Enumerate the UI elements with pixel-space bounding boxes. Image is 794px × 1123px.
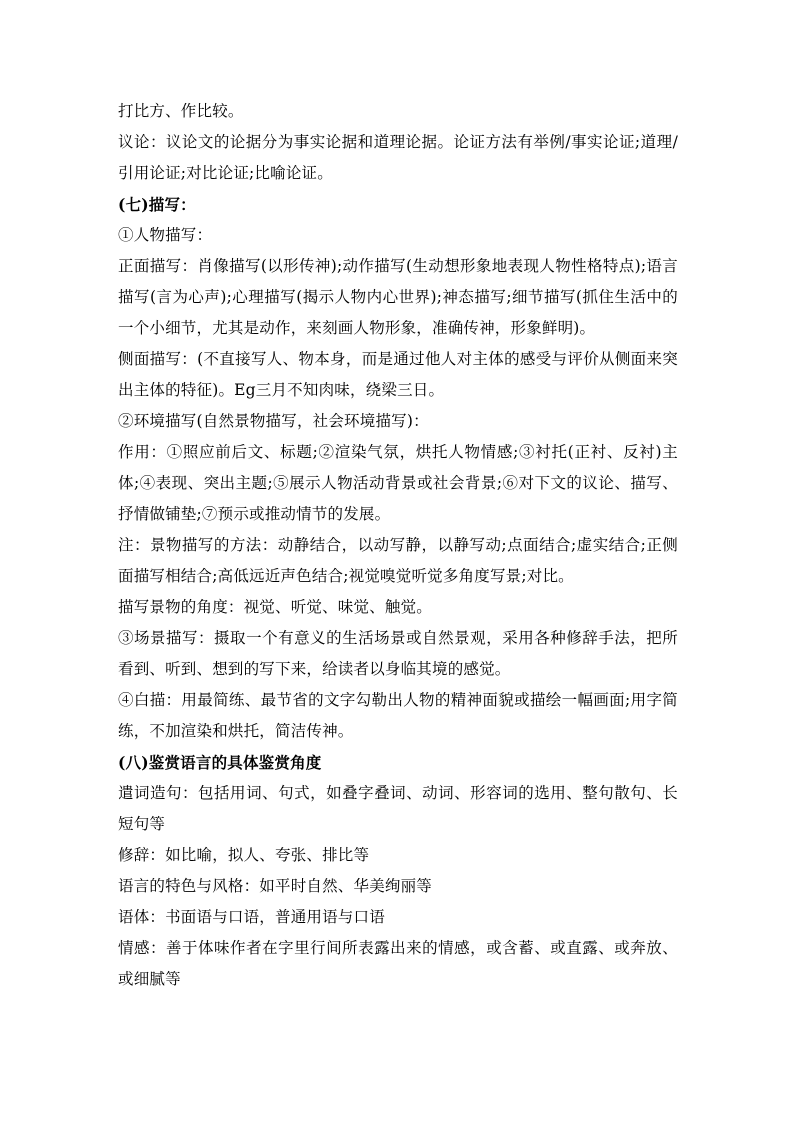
paragraph-rhetoric: 修辞：如比喻，拟人、夸张、排比等 <box>118 846 370 864</box>
paragraph-indirect-description: 侧面描写：(不直接写人、物本身，而是通过他人对主体的感受与评价从侧面来突出主体的特征)。Eg三月不知肉味，绕梁三日。 <box>118 350 678 399</box>
paragraph-register: 语体：书面语与口语，普通用语与口语 <box>118 908 385 926</box>
paragraph-language-style: 语言的特色与风格：如平时自然、华美绚丽等 <box>118 877 433 895</box>
paragraph-environment-functions: 作用：①照应前后文、标题;②渲染气氛，烘托人物情感;③衬托(正衬、反衬)主体;④表现、突出主题;⑤展示人物活动背景或社会背景;⑥对下文的议论、描写、抒情做铺垫;⑦预示或推动情节的发展。 <box>118 443 678 523</box>
paragraph-word-choice: 遣词造句：包括用词、句式，如叠字叠词、动词、形容词的选用、整句散句、长短句等 <box>118 784 678 833</box>
section-heading-language-appreciation: (八)鉴赏语言的具体鉴赏角度 <box>118 753 322 772</box>
paragraph-plain-sketch: ④白描：用最简练、最节省的文字勾勒出人物的精神面貌或描绘一幅画面;用字简练，不加渲染和烘托，简洁传神。 <box>118 691 678 740</box>
document-page <box>118 96 678 995</box>
paragraph-argument: 议论：议论文的论据分为事实论据和道理论据。论证方法有举例/事实论证;道理/引用论证;对比论证;比喻论证。 <box>118 133 678 182</box>
paragraph-emotion: 情感：善于体味作者在字里行间所表露出来的情感，或含蓄、或直露、或奔放、或细腻等 <box>118 939 678 988</box>
paragraph-analogy: 打比方、作比较。 <box>118 102 244 120</box>
paragraph-direct-description: 正面描写：肖像描写(以形传神);动作描写(生动想形象地表现人物性格特点);语言描写(言为心声);心理描写(揭示人物内心世界);神态描写;细节描写(抓住生活中的一个小细节，尤其是动作，来刻画人物形象，准确传神，形象鲜明)。 <box>118 257 678 337</box>
paragraph-scene-description: ③场景描写：摄取一个有意义的生活场景或自然景观，采用各种修辞手法，把所看到、听到、想到的写下来，给读者以身临其境的感觉。 <box>118 629 678 678</box>
paragraph-scenery-methods: 注：景物描写的方法：动静结合，以动写静，以静写动;点面结合;虚实结合;正侧面描写相结合;高低远近声色结合;视觉嗅觉听觉多角度写景;对比。 <box>118 536 678 585</box>
paragraph-environment-description: ②环境描写(自然景物描写，社会环境描写)： <box>118 412 429 430</box>
paragraph-character-description: ①人物描写： <box>118 226 213 244</box>
section-heading-description: (七)描写： <box>118 195 196 214</box>
paragraph-scenery-angles: 描写景物的角度：视觉、听觉、味觉、触觉。 <box>118 598 433 616</box>
